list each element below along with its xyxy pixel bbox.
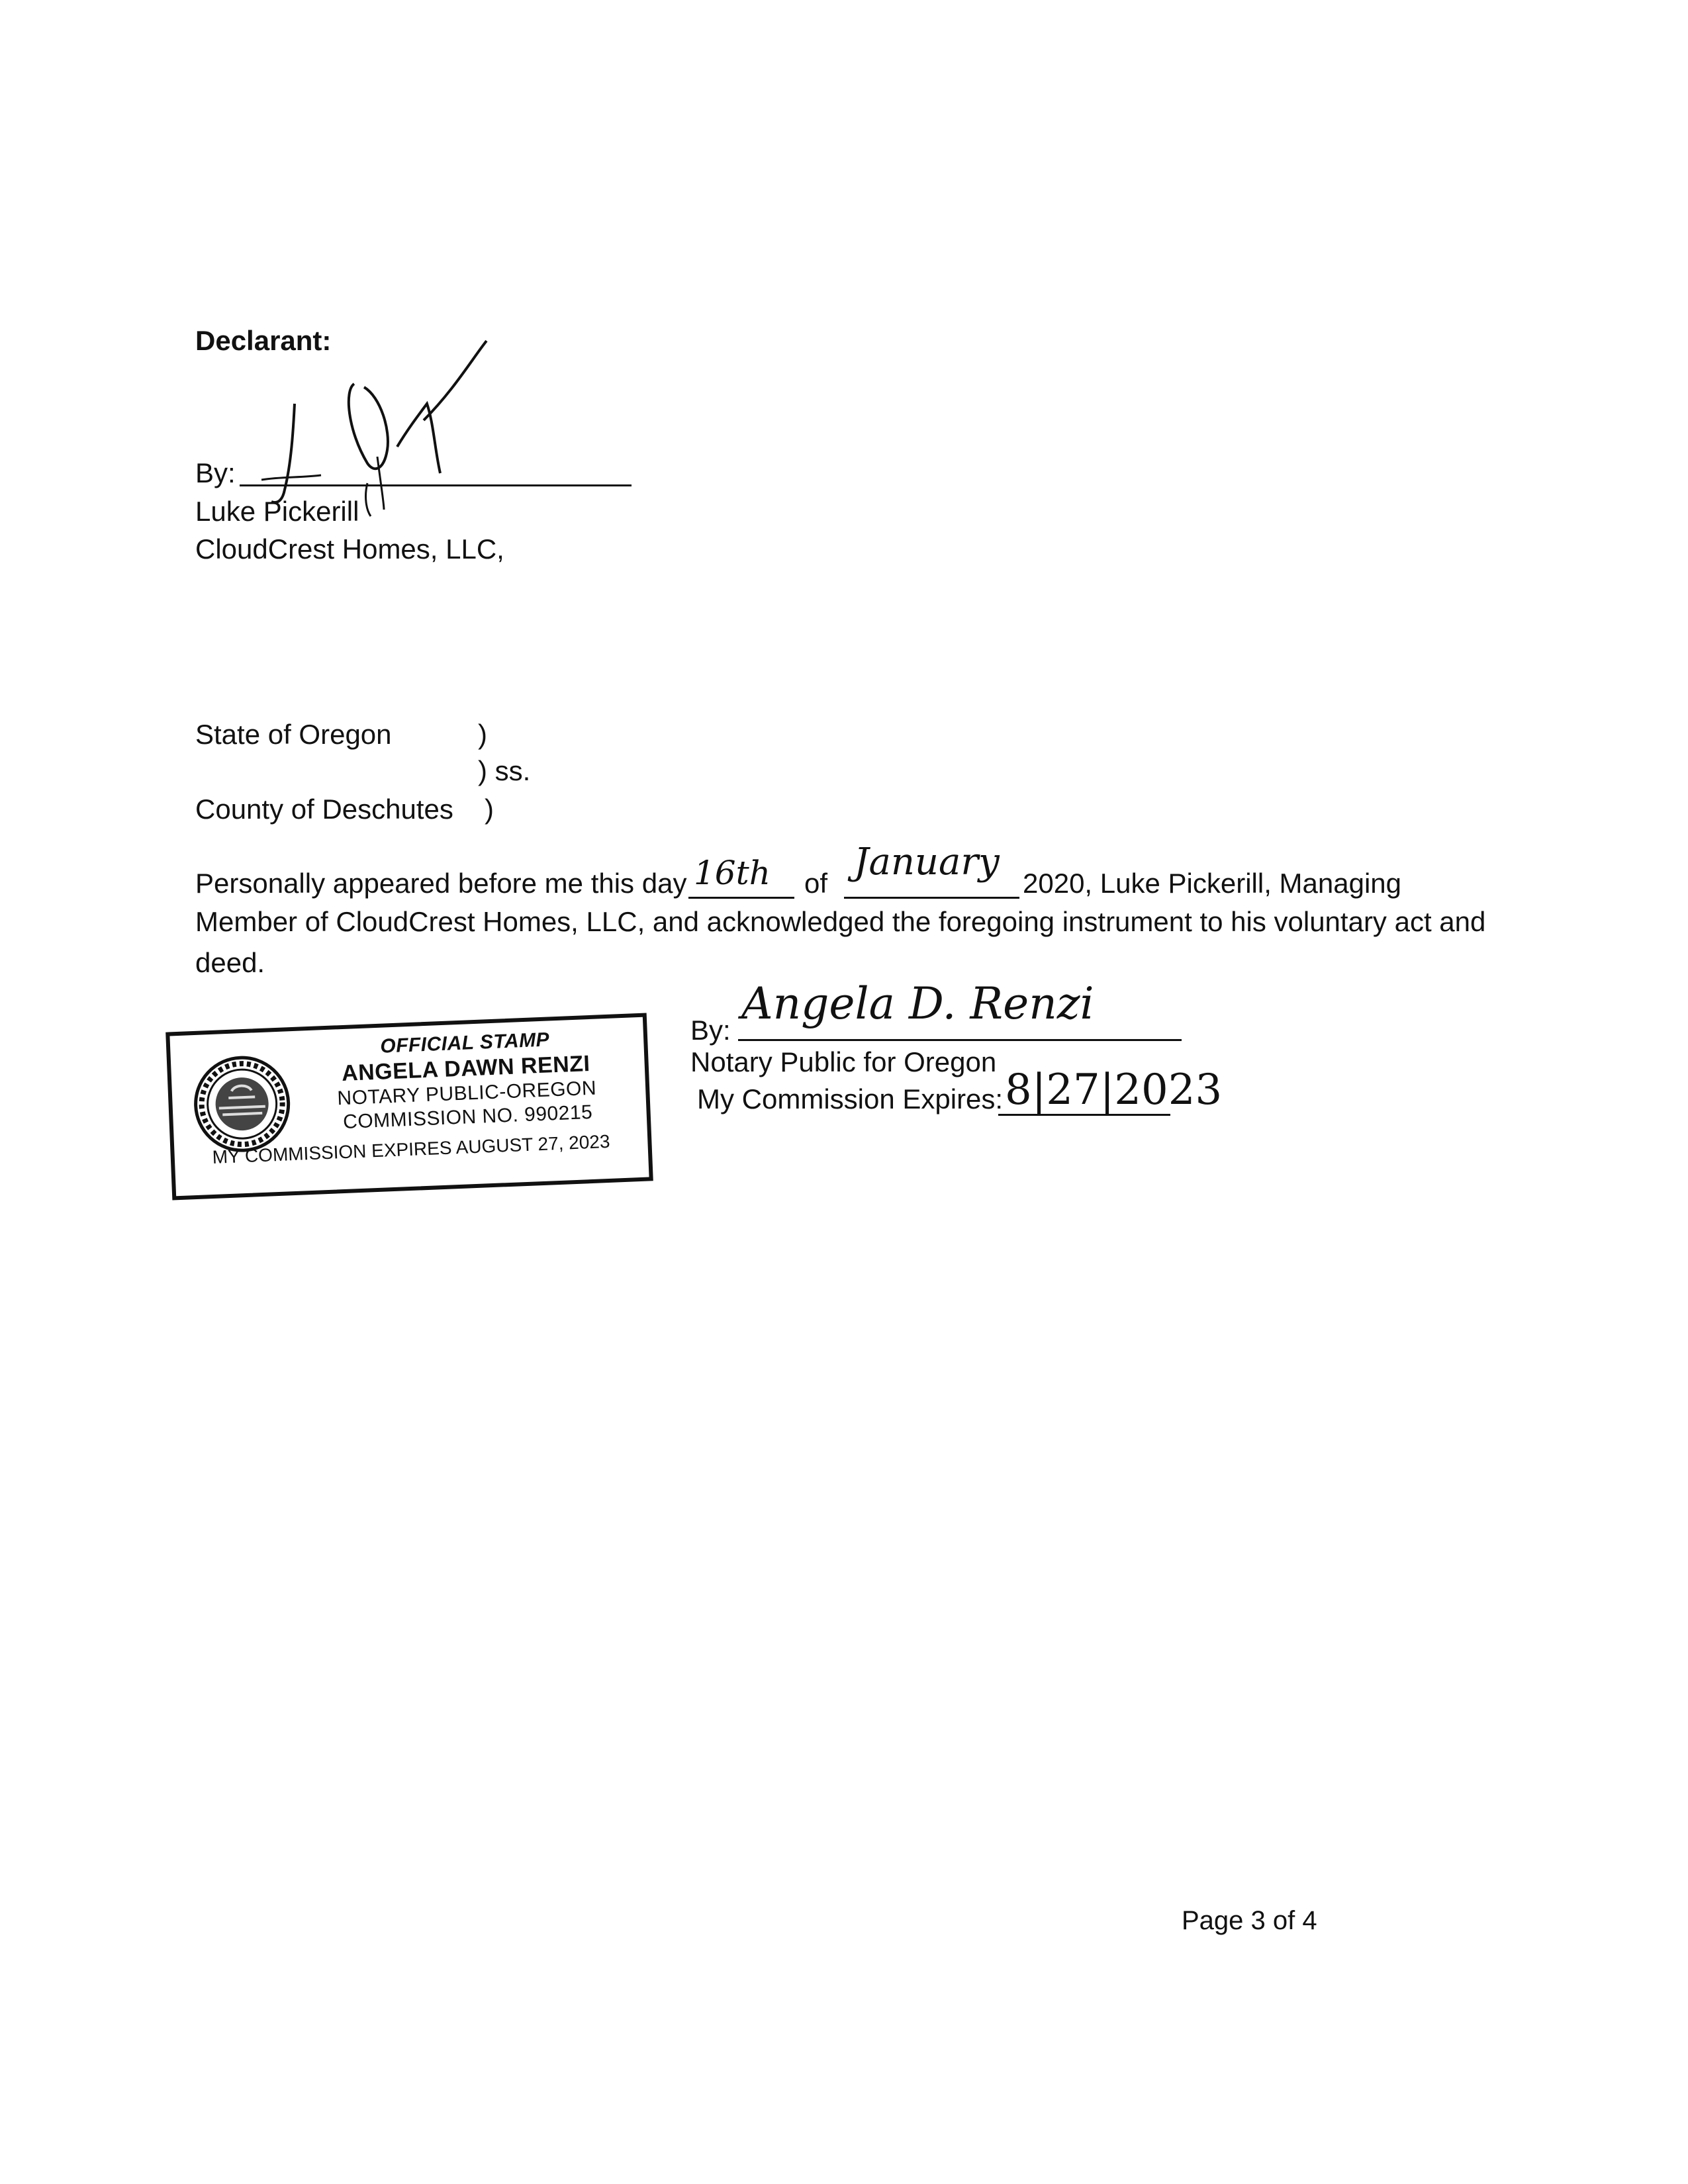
- declarant-by-label: By:: [195, 457, 236, 488]
- page-number: Page 3 of 4: [1182, 1906, 1317, 1935]
- notary-by-label: By:: [690, 1015, 731, 1046]
- notary-signature: Angela D. Renzi: [741, 978, 1094, 1029]
- ack-day-handwritten: 16th: [694, 854, 771, 892]
- declarant-heading: Declarant:: [195, 325, 332, 356]
- stamp-line-3: NOTARY PUBLIC-OREGON: [336, 1077, 597, 1110]
- notary-expires-label: My Commission Expires:: [697, 1083, 1004, 1115]
- stamp-line-5: MY COMMISSION EXPIRES AUGUST 27, 2023: [212, 1130, 611, 1167]
- venue-paren-2: ): [485, 794, 494, 825]
- declarant-signer-name: Luke Pickerill: [195, 496, 359, 527]
- ack-line3: deed.: [195, 947, 265, 978]
- official-stamp: [165, 1013, 653, 1201]
- ack-month-line: [844, 897, 1019, 899]
- ack-line1-start: Personally appeared before me this day: [195, 868, 687, 899]
- stamp-line-4: COMMISSION NO. 990215: [342, 1101, 593, 1134]
- venue-paren-1: ): [478, 719, 487, 750]
- venue-ss: ) ss.: [478, 755, 531, 786]
- stamp-line-2: ANGELA DAWN RENZI: [341, 1051, 591, 1087]
- notary-signature-line: [738, 1039, 1182, 1041]
- ack-day-line: [688, 897, 794, 899]
- stamp-line-1: OFFICIAL STAMP: [379, 1028, 550, 1058]
- ack-month-handwritten: January: [854, 841, 1000, 884]
- notary-title: Notary Public for Oregon: [690, 1046, 997, 1077]
- venue-state: State of Oregon: [195, 719, 392, 750]
- ack-line2: Member of CloudCrest Homes, LLC, and acknowledged the foregoing instrument to his voluntary act and: [195, 906, 1486, 937]
- ack-line1-end: 2020, Luke Pickerill, Managing: [1023, 868, 1402, 899]
- declarant-company: CloudCrest Homes, LLC,: [195, 533, 504, 565]
- notary-expires-handwritten: 8|27|2023: [1005, 1066, 1223, 1115]
- state-seal-icon: [191, 1052, 294, 1156]
- ack-of-word: of: [804, 868, 828, 899]
- venue-county: County of Deschutes: [195, 794, 453, 825]
- declarant-signature-line: [240, 484, 632, 486]
